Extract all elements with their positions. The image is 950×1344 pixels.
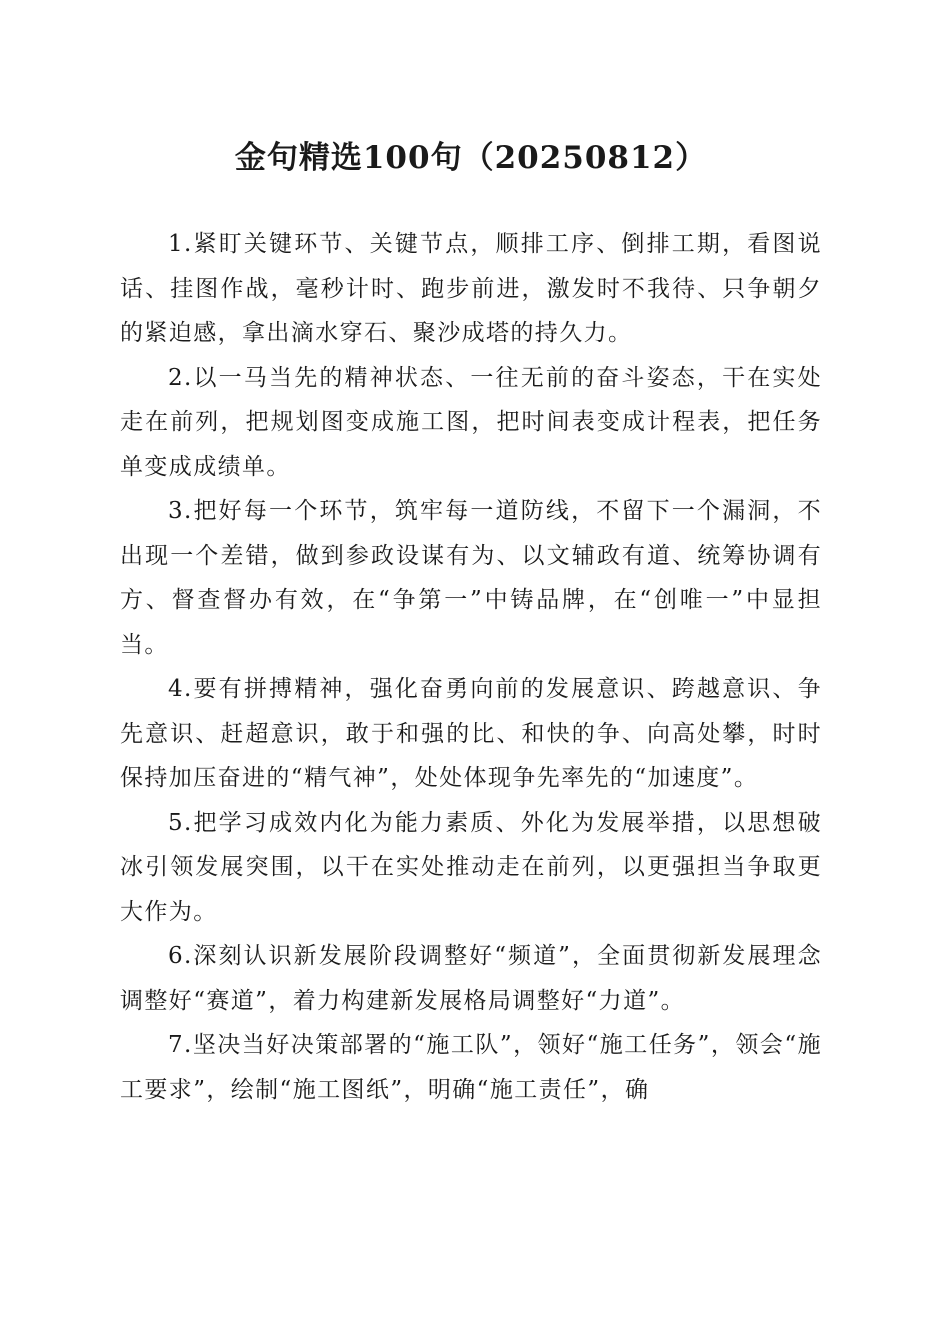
document-title: 金句精选100句（20250812） xyxy=(234,140,708,176)
paragraph-7: 7.坚决当好决策部署的“施工队”，领好“施工任务”，领会“施工要求”，绘制“施工图纸”，明确“施工责任”，确 xyxy=(120,1032,822,1103)
paragraph-4: 4.要有拼搏精神，强化奋勇向前的发展意识、跨越意识、争先意识、赶超意识，敢于和强的比、和快的争、向高处攀，时时保持加压奋进的“精气神”，处处体现争先率先的“加速度”。 xyxy=(120,676,822,791)
paragraph-2: 2.以一马当先的精神状态、一往无前的奋斗姿态，干在实处走在前列，把规划图变成施工图，把时间表变成计程表，把任务单变成成绩单。 xyxy=(120,364,822,480)
paragraph-3: 3.把好每一个环节，筑牢每一道防线，不留下一个漏洞，不出现一个差错，做到参政设谋有为、以文辅政有道、统筹协调有方、督查督办有效，在“争第一”中铸品牌，在“创唯一”中显担当。 xyxy=(120,498,822,658)
paragraph-1: 1.紧盯关键环节、关键节点，顺排工序、倒排工期，看图说话、挂图作战，毫秒计时、跑步前进，激发时不我待、只争朝夕的紧迫感，拿出滴水穿石、聚沙成塔的持久力。 xyxy=(120,231,822,346)
paragraph-5: 5.把学习成效内化为能力素质、外化为发展举措，以思想破冰引领发展突围，以干在实处推动走在前列，以更强担当争取更大作为。 xyxy=(120,809,822,925)
paragraph-6: 6.深刻认识新发展阶段调整好“频道”，全面贯彻新发展理念调整好“赛道”，着力构建新发展格局调整好“力道”。 xyxy=(120,943,822,1014)
